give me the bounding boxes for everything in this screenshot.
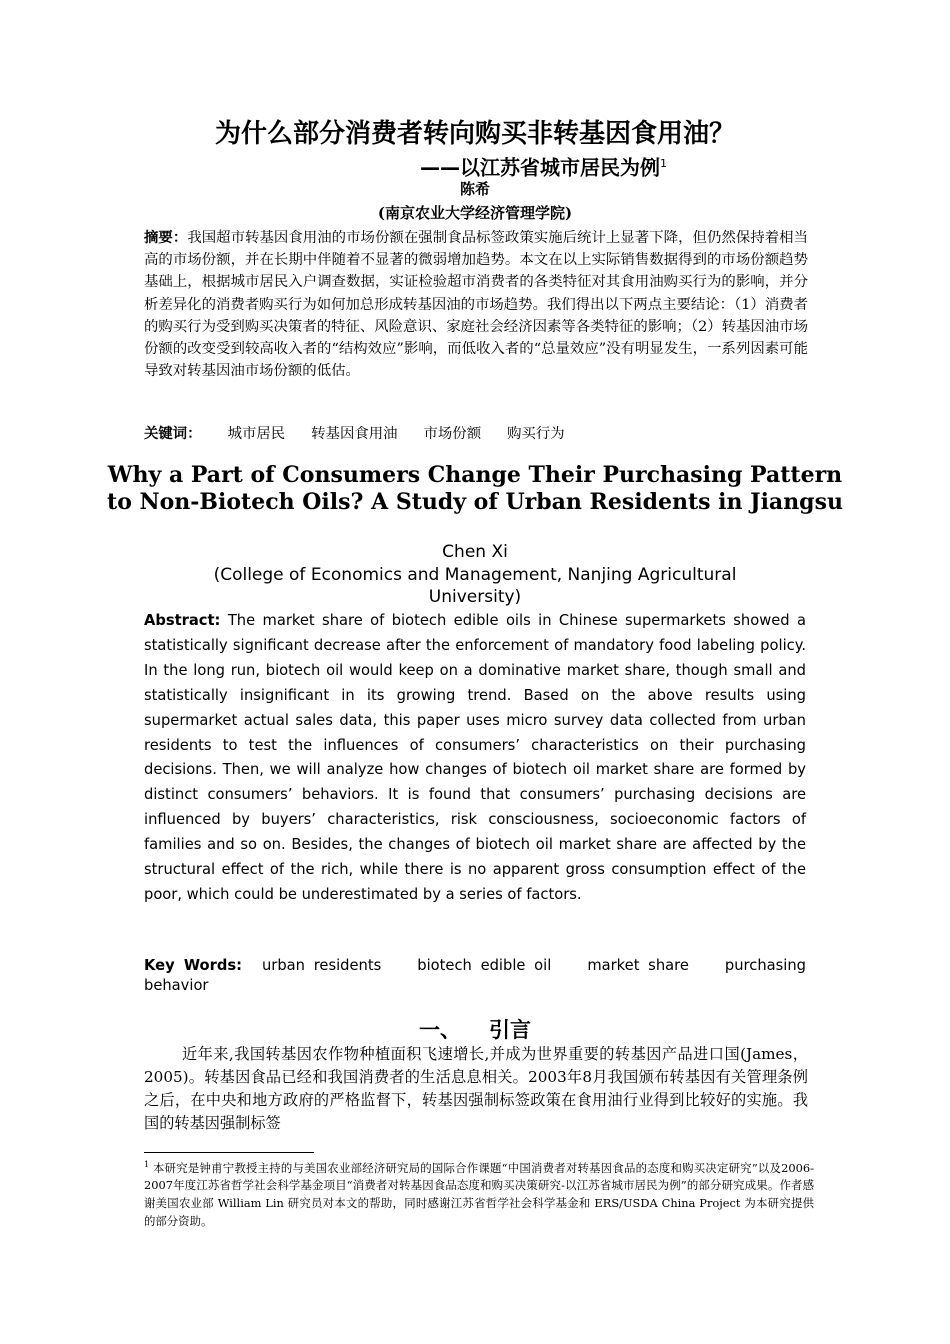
english-affiliation: (College of Economics and Management, Nanjing Agricultural University) — [213, 565, 737, 607]
section-title: 引言 — [489, 1017, 531, 1042]
footnote-marker: 1 — [660, 157, 667, 170]
english-keyword: purchasing behavior — [144, 957, 807, 994]
footnote-divider — [144, 1152, 314, 1153]
english-author: Chen Xi — [442, 542, 508, 562]
english-keyword: market share — [587, 957, 689, 974]
chinese-keyword: 城市居民 — [227, 426, 286, 442]
english-keywords — [144, 956, 806, 996]
english-keyword: urban residents — [261, 957, 382, 974]
footnote-text: 本研究是钟甫宁教授主持的与美国农业部经济研究局的国际合作课题“中国消费者对转基因食品的态度和购买决定研究”以及2006-2007年度江苏省哲学社会科学基金项目“消费者对转基因食品态度和购买决策研究-以江苏省城市居民为例”的部分研究成果。作者感谢美国农业部 William Lin 研究员对本文的帮助，同时感谢江苏省哲学社会科学基金和 ERS/USDA China Project 为本研究提供的部分资助。 — [144, 1160, 814, 1228]
footnote-number: 1 — [144, 1160, 150, 1169]
english-title: Why a Part of Consumers Change Their Purchasing Pattern to Non-Biotech Oils? A Study of Urban Residents in Jiangsu — [107, 462, 843, 515]
chinese-abstract-label: 摘要： — [144, 230, 188, 246]
chinese-subtitle-text: ——以江苏省城市居民为例 — [420, 155, 660, 180]
chinese-keywords — [144, 423, 808, 445]
chinese-keyword: 市场份额 — [423, 426, 482, 442]
chinese-keyword: 购买行为 — [507, 426, 565, 442]
chinese-subtitle — [420, 150, 667, 182]
introduction-paragraph: 近年来,我国转基因农作物种植面积飞速增长,并成为世界重要的转基因产品进口国(James，2005)。转基因食品已经和我国消费者的生活息息相关。2003年8月我国颁布转基因有关管理条例之后，在中央和地方政府的严格监督下，转基因强制标签政策在食用油行业得到比较好的实施。我国的转基因强制标签 — [144, 1045, 808, 1132]
chinese-keyword: 转基因食用油 — [311, 426, 398, 442]
english-keyword: biotech edible oil — [417, 957, 552, 974]
section-number: 一、 — [419, 1017, 461, 1042]
chinese-title: 为什么部分消费者转向购买非转基因食用油？ — [214, 119, 735, 149]
chinese-abstract-text: 我国超市转基因食用油的市场份额在强制食品标签政策实施后统计上显著下降，但仍然保持着相当高的市场份额，并在长期中伴随着不显著的微弱增加趋势。本文在以上实际销售数据得到的市场份额趋势基础上，根据城市居民入户调查数据，实证检验超市消费者的各类特征对其食用油购买行为的影响，并分析差异化的消费者购买行为如何加总形成转基因油的市场趋势。我们得出以下两点主要结论：（1）消费者的购买行为受到购买决策者的特征、风险意识、家庭社会经济因素等各类特征的影响；（2）转基因油市场份额的改变受到较高收入者的“结构效应”影响，而低收入者的“总量效应”没有明显发生，一系列因素可能导致对转基因油市场份额的低估。 — [144, 230, 808, 380]
section-heading — [0, 1016, 950, 1044]
english-keywords-label: Key Words: — [144, 957, 242, 974]
english-abstract — [144, 609, 806, 908]
chinese-keywords-label: 关键词： — [144, 426, 202, 442]
chinese-abstract — [144, 227, 808, 382]
footnote — [144, 1156, 814, 1230]
english-abstract-text: The market share of biotech edible oils in Chinese supermarkets showed a statistically significant decrease after the enforcement of mandatory food labeling policy. In the long run, biotech oil would keep on a dominative market share, though small and statistically insignificant in its growing trend. Based on the above results using supermarket actual sales data, this paper uses micro survey data collected from urban residents to test the influences of consumers’ characteristics on their purchasing decisions. Then, we will analyze how changes of biotech oil market share are formed by distinct consumers’ behaviors. It is found that consumers’ purchasing decisions are influenced by buyers’ characteristics, risk consciousness, socioeconomic factors of families and so on. Besides, the changes of biotech oil market share are affected by the structural effect of the rich, while there is no apparent gross consumption effect of the poor, which could be underestimated by a series of factors. — [144, 612, 806, 903]
chinese-affiliation: (南京农业大学经济管理学院) — [377, 204, 573, 222]
english-abstract-label: Abstract: — [144, 612, 221, 629]
chinese-author: 陈希 — [459, 180, 490, 198]
